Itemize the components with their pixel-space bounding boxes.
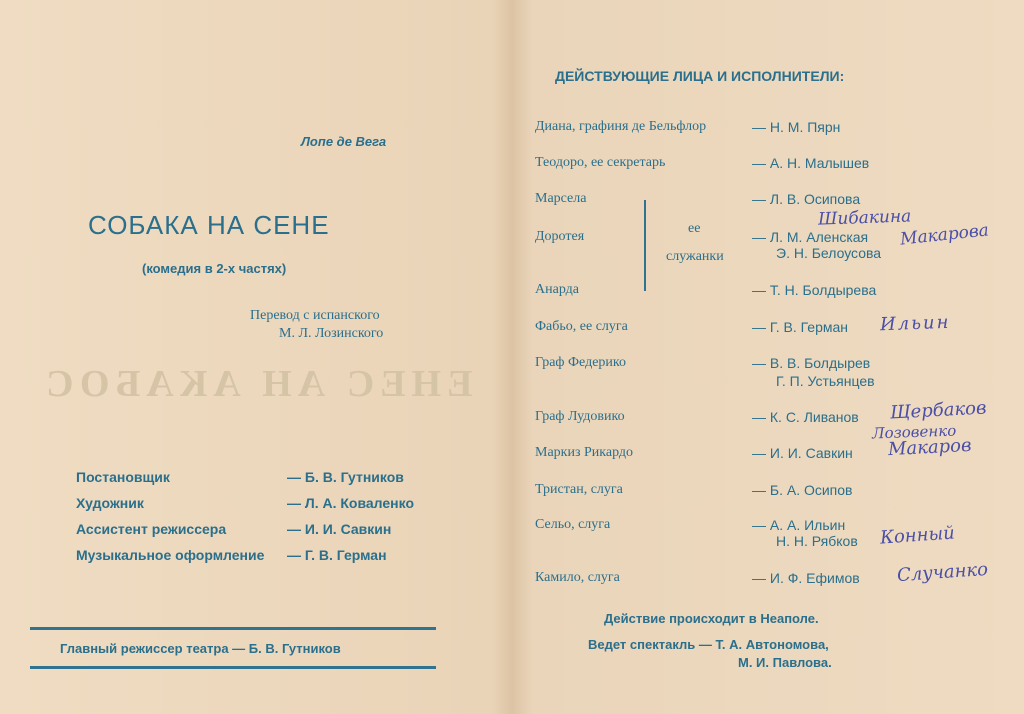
cast-heading: ДЕЙСТВУЮЩИЕ ЛИЦА И ИСПОЛНИТЕЛИ:	[555, 68, 845, 84]
play-subtitle: (комедия в 2-х частях)	[142, 261, 287, 276]
cast-role: Доротея	[535, 229, 585, 244]
cast-actor: — Н. М. Пярн	[752, 119, 841, 135]
cast-actor: — И. Ф. Ефимов	[752, 570, 860, 586]
handwritten-konny: Конный	[879, 522, 956, 549]
cast-role: Сельо, слуга	[535, 517, 611, 532]
crew-role: Музыкальное оформление	[76, 547, 265, 563]
cast-actor: — Т. Н. Болдырева	[752, 282, 877, 298]
handwritten-ilyin: Ильин	[879, 311, 951, 336]
cast-actor-alt: Г. П. Устьянцев	[776, 373, 875, 389]
crew-name: — Л. А. Коваленко	[287, 495, 415, 511]
handwritten-sluchanko: Случанко	[896, 558, 989, 587]
maids-label-1: ее	[688, 221, 701, 236]
cast-role: Тристан, слуга	[535, 482, 623, 497]
cast-role: Камило, слуга	[535, 570, 620, 585]
crew-name: — Б. В. Гутников	[287, 469, 404, 485]
author: Лопе де Вега	[301, 134, 387, 149]
maids-label-2: служанки	[666, 249, 724, 264]
cast-actor: — Б. А. Осипов	[752, 482, 853, 498]
crew-name: — И. И. Савкин	[287, 521, 392, 537]
cast-role: Анарда	[535, 282, 579, 297]
show-through-title: ЕНЕС АН АКАБОС	[40, 363, 473, 405]
cast-role: Фабьо, ее слуга	[535, 319, 628, 334]
cast-role: Марсела	[535, 191, 587, 206]
stage-manager-line1: Ведет спектакль — Т. А. Автономова,	[588, 637, 829, 652]
cast-actor: — А. Н. Малышев	[752, 155, 870, 171]
cast-role: Граф Федерико	[535, 355, 627, 370]
handwritten-makarov: Макаров	[887, 434, 972, 461]
cast-actor: — Л. В. Осипова	[752, 191, 861, 207]
cast-role: Теодоро, ее секретарь	[535, 155, 666, 170]
crew-role: Ассистент режиссера	[76, 521, 227, 537]
rule-bottom	[30, 666, 436, 669]
cast-actor: — А. А. Ильин	[752, 517, 846, 533]
crew-role: Художник	[76, 495, 144, 511]
main-director: Главный режиссер театра — Б. В. Гутников	[60, 641, 341, 656]
stage-manager-line2: М. И. Павлова.	[738, 655, 832, 670]
maids-bracket	[644, 200, 646, 291]
crew-name: — Г. В. Герман	[287, 547, 387, 563]
play-title: СОБАКА НА СЕНЕ	[88, 210, 330, 240]
cast-actor-alt: Н. Н. Рябков	[776, 533, 858, 549]
handwritten-shcherbakov: Щербаков	[889, 397, 987, 424]
cast-actor-alt: Э. Н. Белоусова	[776, 245, 882, 261]
setting-note: Действие происходит в Неаполе.	[604, 611, 819, 626]
cast-actor: — Г. В. Герман	[752, 319, 849, 335]
translation-line1: Перевод с испанского	[250, 308, 380, 323]
rule-top	[30, 627, 436, 630]
cast-actor: — Л. М. Аленская	[752, 229, 869, 245]
cast-actor: — И. И. Савкин	[752, 445, 853, 461]
cast-actor: — В. В. Болдырев	[752, 355, 871, 371]
handwritten-makarova: Макарова	[899, 220, 990, 250]
cast-actor: — К. С. Ливанов	[752, 409, 859, 425]
cast-role: Граф Лудовико	[535, 409, 625, 424]
handwritten-lozovenko: Лозовенко	[871, 421, 957, 443]
translation-line2: М. Л. Лозинского	[279, 326, 384, 341]
crew-role: Постановщик	[76, 469, 170, 485]
cast-role: Маркиз Рикардо	[535, 445, 634, 460]
cast-role: Диана, графиня де Бельфлор	[535, 119, 707, 134]
handwritten-shibakina: Шибакина	[817, 206, 912, 230]
